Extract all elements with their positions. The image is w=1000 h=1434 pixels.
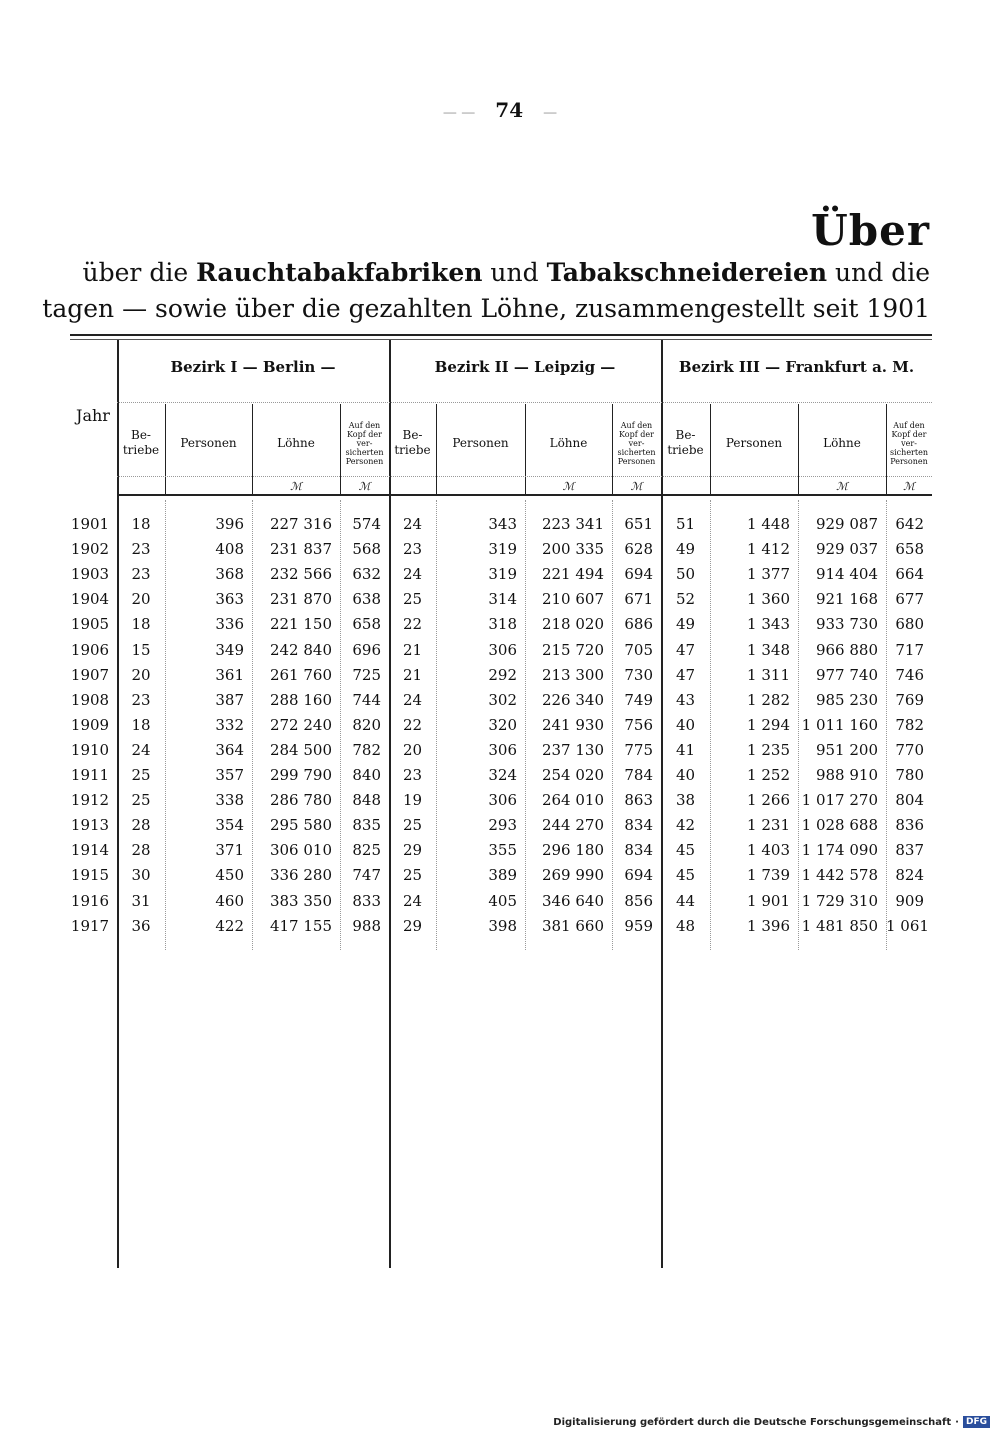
table-cell: 200 335 xyxy=(541,540,604,559)
year-cell: 1916 xyxy=(70,891,110,910)
column-header-personen: Personen xyxy=(452,435,509,450)
table-cell: 363 xyxy=(215,590,244,609)
table-cell: 725 xyxy=(352,665,381,684)
table-cell: 1 282 xyxy=(747,690,790,709)
table-cell: 226 340 xyxy=(541,690,604,709)
table-cell: 574 xyxy=(352,515,381,533)
table-cell: 40 xyxy=(675,715,696,734)
table-cell: 782 xyxy=(352,740,381,759)
year-cell: 1904 xyxy=(70,590,110,609)
table-cell: 264 010 xyxy=(541,791,604,810)
table-cell: 241 930 xyxy=(541,715,604,734)
table-cell: 45 xyxy=(675,866,696,885)
table-cell: 231 870 xyxy=(269,590,332,609)
year-cell: 1909 xyxy=(70,715,110,734)
table-top-rule xyxy=(70,334,932,336)
table-cell: 306 xyxy=(488,791,517,810)
table-cell: 286 780 xyxy=(269,791,332,810)
table-cell: 770 xyxy=(895,740,924,759)
table-cell: 23 xyxy=(131,690,151,709)
page-number-text: 74 xyxy=(495,98,524,122)
table-cell: 227 316 xyxy=(269,515,332,533)
table-cell: 988 910 xyxy=(815,766,878,784)
year-cell: 1910 xyxy=(70,740,110,759)
table-cell: 863 xyxy=(624,791,653,810)
table-cell: 840 xyxy=(352,766,381,784)
heading-over: Über xyxy=(811,206,930,255)
table-cell: 966 880 xyxy=(815,640,878,659)
table-cell: 23 xyxy=(402,540,423,559)
table-cell: 820 xyxy=(352,715,381,734)
title-suffix: und die xyxy=(827,258,930,287)
table-cell: 1 901 xyxy=(747,891,790,910)
table-cell: 951 200 xyxy=(815,740,878,759)
table-cell: 1 235 xyxy=(747,740,790,759)
table-cell: 306 xyxy=(488,740,517,759)
table-cell: 756 xyxy=(624,715,653,734)
dash-left: — — xyxy=(442,105,476,121)
table-cell: 1 396 xyxy=(747,916,790,935)
table-cell: 632 xyxy=(352,565,381,584)
table-cell: 977 740 xyxy=(815,665,878,684)
table-cell: 1 231 xyxy=(747,816,790,835)
column-header-loehne: Löhne xyxy=(823,435,861,450)
table-cell: 929 087 xyxy=(815,515,878,533)
district-rule xyxy=(117,402,932,403)
table-cell: 295 580 xyxy=(269,816,332,835)
table-cell: 21 xyxy=(402,640,423,659)
table-cell: 332 xyxy=(215,715,244,734)
table-cell: 658 xyxy=(352,615,381,634)
table-cell: 272 240 xyxy=(269,715,332,734)
table-cell: 460 xyxy=(215,891,244,910)
table-cell: 848 xyxy=(352,791,381,810)
unit-mark: ℳ xyxy=(562,480,575,493)
year-cell: 1915 xyxy=(70,866,110,885)
table-cell: 22 xyxy=(402,715,423,734)
table-cell: 988 xyxy=(352,916,381,935)
table-cell: 1 294 xyxy=(747,715,790,734)
table-cell: 1 412 xyxy=(747,540,790,559)
table-cell: 780 xyxy=(895,766,924,784)
table-cell: 320 xyxy=(488,715,517,734)
year-cell: 1907 xyxy=(70,665,110,684)
table-cell: 44 xyxy=(675,891,696,910)
table-cell: 45 xyxy=(675,841,696,860)
unit-rule xyxy=(117,476,932,477)
table-cell: 354 xyxy=(215,816,244,835)
table-cell: 985 230 xyxy=(815,690,878,709)
column-header-betriebe: Be- triebe xyxy=(667,428,704,457)
table-cell: 696 xyxy=(352,640,381,659)
table-cell: 23 xyxy=(402,766,423,784)
district-header: Bezirk III — Frankfurt a. M. xyxy=(678,358,915,376)
table-cell: 1 729 310 xyxy=(801,891,878,910)
column-header-auf_kopf: Auf den Kopf der ver- sicherten Personen xyxy=(617,420,656,466)
title-bold-1: Rauchtabakfabriken xyxy=(196,258,483,287)
table-cell: 318 xyxy=(488,615,517,634)
table-cell: 705 xyxy=(624,640,653,659)
title-mid: und xyxy=(482,258,547,287)
table-cell: 24 xyxy=(402,891,423,910)
table-cell: 651 xyxy=(624,515,653,533)
table-cell: 1 011 160 xyxy=(801,715,878,734)
table-cell: 52 xyxy=(675,590,696,609)
table-cell: 914 404 xyxy=(815,565,878,584)
column-header-betriebe: Be- triebe xyxy=(122,428,160,457)
table-cell: 38 xyxy=(675,791,696,810)
unit-mark: ℳ xyxy=(630,480,643,493)
title-bold-2: Tabakschneidereien xyxy=(546,258,828,287)
table-cell: 396 xyxy=(215,515,244,533)
table-cell: 1 739 xyxy=(747,866,790,885)
table-cell: 306 010 xyxy=(269,841,332,860)
table-cell: 28 xyxy=(131,816,151,835)
district-header: Bezirk I — Berlin — xyxy=(170,358,336,376)
table-cell: 18 xyxy=(131,715,151,734)
table-cell: 775 xyxy=(624,740,653,759)
year-cell: 1905 xyxy=(70,615,110,634)
table-cell: 638 xyxy=(352,590,381,609)
table-cell: 1 311 xyxy=(747,665,790,684)
table-cell: 221 150 xyxy=(269,615,332,634)
table-cell: 28 xyxy=(131,841,151,860)
table-cell: 25 xyxy=(402,866,423,885)
table-cell: 1 343 xyxy=(747,615,790,634)
table-cell: 24 xyxy=(402,565,423,584)
table-cell: 694 xyxy=(624,866,653,885)
unit-mark: ℳ xyxy=(290,480,302,493)
table-cell: 825 xyxy=(352,841,381,860)
table-cell: 293 xyxy=(488,816,517,835)
table-cell: 254 020 xyxy=(541,766,604,784)
table-cell: 1 017 270 xyxy=(801,791,878,810)
table-cell: 921 168 xyxy=(815,590,878,609)
table-top-rule-thin xyxy=(70,339,932,340)
dash-right: — xyxy=(543,105,558,121)
table-cell: 782 xyxy=(895,715,924,734)
table-cell: 324 xyxy=(488,766,517,784)
table-cell: 218 020 xyxy=(541,615,604,634)
column-header-personen: Personen xyxy=(725,435,783,450)
table-cell: 51 xyxy=(675,515,696,533)
page-number xyxy=(0,98,1000,122)
table-cell: 959 xyxy=(624,916,653,935)
table-cell: 237 130 xyxy=(541,740,604,759)
table-cell: 40 xyxy=(675,766,696,784)
year-cell: 1906 xyxy=(70,640,110,659)
table-cell: 41 xyxy=(675,740,696,759)
table-cell: 299 790 xyxy=(269,766,332,784)
table-cell: 417 155 xyxy=(269,916,332,935)
table-cell: 20 xyxy=(131,665,151,684)
table-cell: 383 350 xyxy=(269,891,332,910)
table-cell: 1 360 xyxy=(747,590,790,609)
table-cell: 21 xyxy=(402,665,423,684)
table-cell: 232 566 xyxy=(269,565,332,584)
year-cell: 1902 xyxy=(70,540,110,559)
table-cell: 664 xyxy=(895,565,924,584)
table-cell: 29 xyxy=(402,841,423,860)
unit-mark: ℳ xyxy=(358,480,371,493)
table-cell: 355 xyxy=(488,841,517,860)
table-cell: 368 xyxy=(215,565,244,584)
table-cell: 804 xyxy=(895,791,924,810)
year-cell: 1917 xyxy=(70,916,110,935)
table-cell: 30 xyxy=(131,866,151,885)
table-cell: 292 xyxy=(488,665,517,684)
table-cell: 1 481 850 xyxy=(801,916,878,935)
table-cell: 1 348 xyxy=(747,640,790,659)
table-cell: 1 028 688 xyxy=(801,816,878,835)
table-cell: 25 xyxy=(131,766,151,784)
table-cell: 837 xyxy=(895,841,924,860)
table-cell: 834 xyxy=(624,816,653,835)
table-cell: 48 xyxy=(675,916,696,935)
table-cell: 302 xyxy=(488,690,517,709)
column-header-betriebe: Be- triebe xyxy=(394,428,431,457)
table-cell: 244 270 xyxy=(541,816,604,835)
table-cell: 306 xyxy=(488,640,517,659)
table-cell: 210 607 xyxy=(541,590,604,609)
table-cell: 677 xyxy=(895,590,924,609)
table-cell: 671 xyxy=(624,590,653,609)
year-cell: 1914 xyxy=(70,841,110,860)
table-cell: 361 xyxy=(215,665,244,684)
table-cell: 833 xyxy=(352,891,381,910)
table-cell: 29 xyxy=(402,916,423,935)
column-header-loehne: Löhne xyxy=(277,435,315,450)
table-cell: 422 xyxy=(215,916,244,935)
table-cell: 23 xyxy=(131,565,151,584)
table-cell: 15 xyxy=(131,640,151,659)
table-cell: 387 xyxy=(215,690,244,709)
unit-mark: ℳ xyxy=(836,480,848,493)
table-cell: 336 280 xyxy=(269,866,332,885)
table-cell: 686 xyxy=(624,615,653,634)
table-cell: 835 xyxy=(352,816,381,835)
year-cell: 1901 xyxy=(70,515,110,533)
table-cell: 296 180 xyxy=(541,841,604,860)
table-cell: 405 xyxy=(488,891,517,910)
table-cell: 381 660 xyxy=(541,916,604,935)
table-cell: 314 xyxy=(488,590,517,609)
table-cell: 856 xyxy=(624,891,653,910)
title-line-2: tagen — sowie über die gezahlten Löhne, zusammengestellt seit 1901 xyxy=(42,294,930,323)
table-cell: 346 640 xyxy=(541,891,604,910)
year-cell: 1911 xyxy=(70,766,110,784)
table-cell: 24 xyxy=(402,690,423,709)
year-header: Jahr xyxy=(76,406,110,425)
table-cell: 642 xyxy=(895,515,924,533)
table-cell: 343 xyxy=(488,515,517,533)
table-cell: 389 xyxy=(488,866,517,885)
table-cell: 36 xyxy=(131,916,151,935)
table-cell: 694 xyxy=(624,565,653,584)
table-cell: 24 xyxy=(131,740,151,759)
year-cell: 1912 xyxy=(70,791,110,810)
table-cell: 43 xyxy=(675,690,696,709)
table-cell: 231 837 xyxy=(269,540,332,559)
table-cell: 284 500 xyxy=(269,740,332,759)
table-cell: 22 xyxy=(402,615,423,634)
table-cell: 371 xyxy=(215,841,244,860)
table-cell: 213 300 xyxy=(541,665,604,684)
table-cell: 18 xyxy=(131,515,151,533)
table-cell: 25 xyxy=(402,816,423,835)
table-cell: 25 xyxy=(131,791,151,810)
table-cell: 19 xyxy=(402,791,423,810)
table-cell: 717 xyxy=(895,640,924,659)
table-cell: 1 174 090 xyxy=(801,841,878,860)
table-cell: 25 xyxy=(402,590,423,609)
table-cell: 42 xyxy=(675,816,696,835)
table-cell: 49 xyxy=(675,615,696,634)
table-cell: 1 403 xyxy=(747,841,790,860)
table-cell: 319 xyxy=(488,540,517,559)
table-cell: 50 xyxy=(675,565,696,584)
footer-text: Digitalisierung gefördert durch die Deutsche Forschungsgemeinschaft xyxy=(553,1416,952,1428)
table-cell: 221 494 xyxy=(541,565,604,584)
table-cell: 929 037 xyxy=(815,540,878,559)
table-cell: 909 xyxy=(895,891,924,910)
table-cell: 215 720 xyxy=(541,640,604,659)
year-cell: 1913 xyxy=(70,816,110,835)
table-cell: 364 xyxy=(215,740,244,759)
table-cell: 834 xyxy=(624,841,653,860)
table-cell: 450 xyxy=(215,866,244,885)
table-cell: 658 xyxy=(895,540,924,559)
table-cell: 769 xyxy=(895,690,924,709)
table-cell: 1 448 xyxy=(747,515,790,533)
table-cell: 680 xyxy=(895,615,924,634)
year-cell: 1903 xyxy=(70,565,110,584)
table-cell: 730 xyxy=(624,665,653,684)
table-cell: 23 xyxy=(131,540,151,559)
table-cell: 242 840 xyxy=(269,640,332,659)
column-header-auf_kopf: Auf den Kopf der ver- sicherten Personen xyxy=(345,420,384,466)
table-cell: 824 xyxy=(895,866,924,885)
table-cell: 47 xyxy=(675,665,696,684)
table-cell: 336 xyxy=(215,615,244,634)
table-cell: 784 xyxy=(624,766,653,784)
table-cell: 357 xyxy=(215,766,244,784)
table-cell: 1 377 xyxy=(747,565,790,584)
table-cell: 1 061 xyxy=(886,916,929,935)
table-cell: 408 xyxy=(215,540,244,559)
title-prefix: über die xyxy=(82,258,197,287)
table-cell: 24 xyxy=(402,515,423,533)
header-bottom-rule xyxy=(117,494,932,496)
table-cell: 1 442 578 xyxy=(801,866,878,885)
table-cell: 349 xyxy=(215,640,244,659)
table-cell: 338 xyxy=(215,791,244,810)
table-cell: 746 xyxy=(895,665,924,684)
table-cell: 836 xyxy=(895,816,924,835)
footer: Digitalisierung gefördert durch die Deutsche Forschungsgemeinschaft · DFG xyxy=(553,1416,990,1428)
district-header: Bezirk II — Leipzig — xyxy=(434,358,616,376)
table-cell: 319 xyxy=(488,565,517,584)
table-cell: 933 730 xyxy=(815,615,878,634)
table-cell: 288 160 xyxy=(269,690,332,709)
unit-mark: ℳ xyxy=(903,480,915,493)
title-line-1 xyxy=(83,258,930,287)
table-cell: 269 990 xyxy=(541,866,604,885)
table-cell: 744 xyxy=(352,690,381,709)
column-header-loehne: Löhne xyxy=(549,435,588,450)
table-cell: 47 xyxy=(675,640,696,659)
table-cell: 1 252 xyxy=(747,766,790,784)
dfg-logo: DFG xyxy=(963,1416,990,1428)
table-cell: 568 xyxy=(352,540,381,559)
table-cell: 398 xyxy=(488,916,517,935)
year-cell: 1908 xyxy=(70,690,110,709)
table-cell: 18 xyxy=(131,615,151,634)
table-cell: 20 xyxy=(131,590,151,609)
column-header-auf_kopf: Auf den Kopf der ver- sicherten Personen xyxy=(890,420,928,466)
table-cell: 628 xyxy=(624,540,653,559)
table-cell: 749 xyxy=(624,690,653,709)
table-cell: 49 xyxy=(675,540,696,559)
table-cell: 261 760 xyxy=(269,665,332,684)
table-cell: 20 xyxy=(402,740,423,759)
column-header-personen: Personen xyxy=(180,435,237,450)
table-cell: 747 xyxy=(352,866,381,885)
table-cell: 31 xyxy=(131,891,151,910)
table-cell: 223 341 xyxy=(541,515,604,533)
table-cell: 1 266 xyxy=(747,791,790,810)
